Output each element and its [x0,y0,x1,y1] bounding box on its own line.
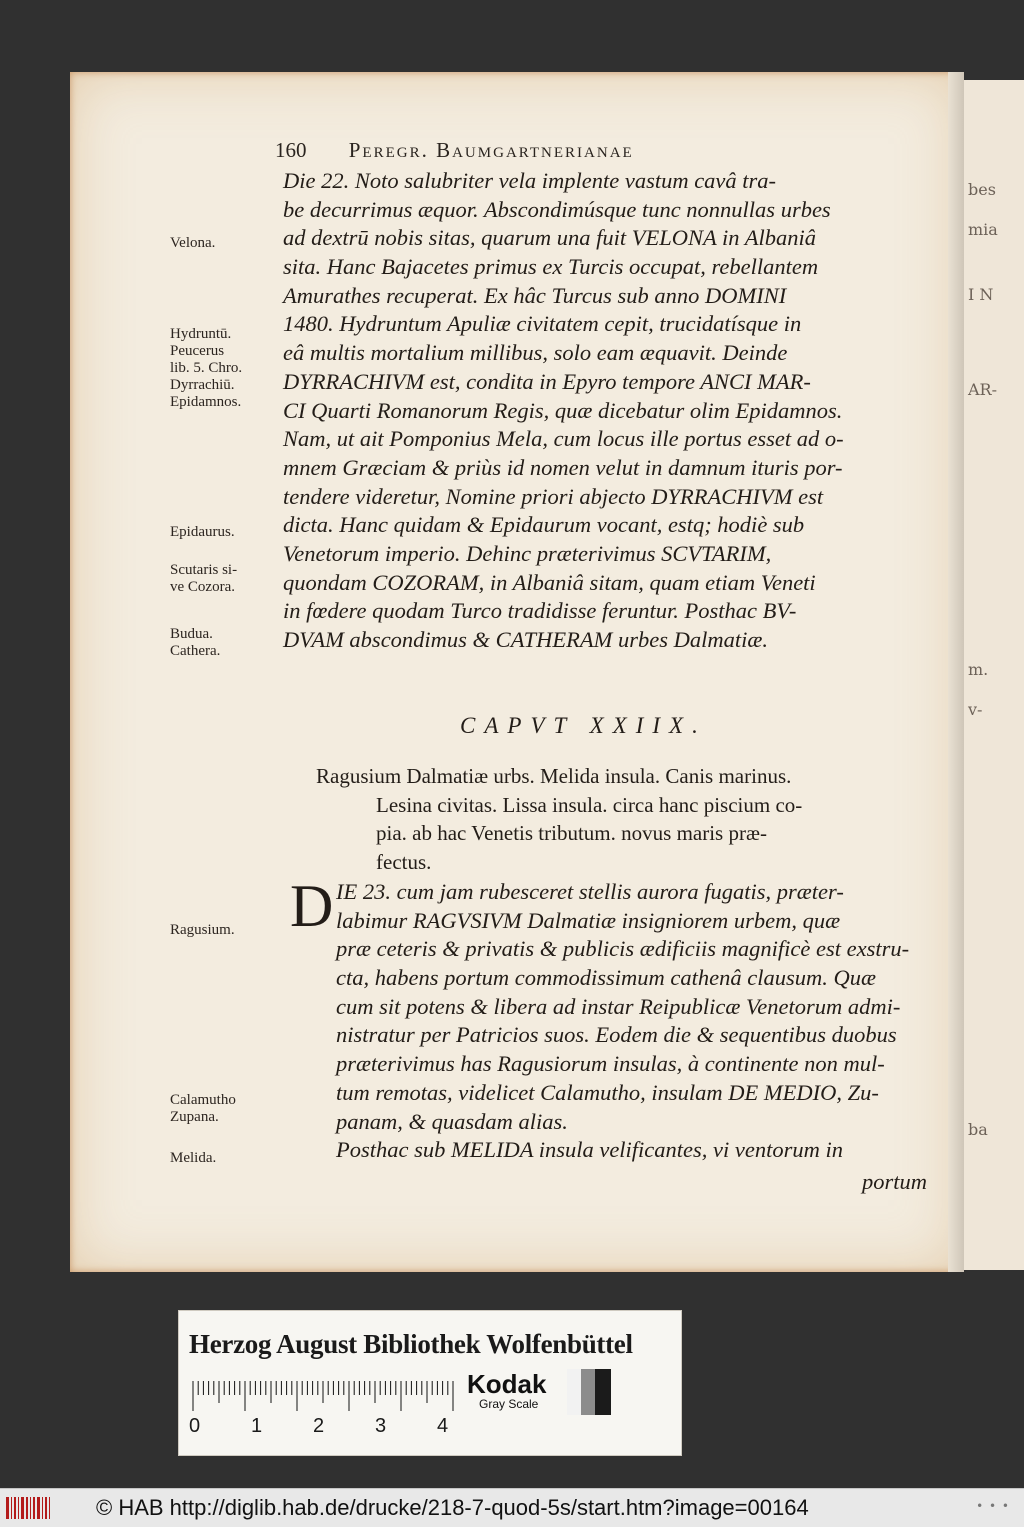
more-icon[interactable]: • • • [976,1499,1010,1513]
margin-note-line: Hydruntū. [170,326,232,342]
facing-page-fragment: AR- [968,380,998,399]
text-line: Die 22. Noto salubriter vela implente vastum cavâ tra- [283,168,777,193]
text-line: cum sit potens & libera ad instar Reipublicæ Venetorum admi- [336,993,901,1019]
margin-note-line: Peucerus [170,343,225,359]
text-line: DVAM abscondimus & CATHERAM urbes Dalmatiæ. [283,627,768,652]
page-number: 160 [275,138,307,162]
facing-page-fragment: bes [968,180,996,199]
summary-line: Ragusium Dalmatiæ urbs. Melida insula. Canis marinus. [316,764,792,788]
margin-note [170,626,220,660]
text-line: be decurrimus æquor. Abscondimúsque tunc nonnullas urbes [283,196,831,222]
text-line: nistratur per Patricios suos. Eodem die & sequentibus duobus [336,1022,897,1048]
hab-logo-icon [6,1495,86,1521]
text-line: DYRRACHIVM est, condita in Epyro tempore ANCI MAR- [283,368,811,394]
body-text-section-1 [283,167,943,655]
margin-note-line: Dyrrachiū. [170,377,235,393]
margin-note [170,1092,236,1126]
text-line: dicta. Hanc quidam & Epidaurum vocant, estq; hodiè sub [283,512,805,538]
body-text-section-2 [336,878,996,1165]
text-line: CI Quarti Romanorum Regis, quæ dicebatur olim Epidamnos. [283,397,843,423]
margin-note-line: Calamutho [170,1092,236,1108]
summary-line: pia. ab hac Venetis tributum. novus maris præ- [376,821,767,845]
ruler-number: 2 [313,1415,325,1437]
text-line: IE 23. cum jam rubesceret stellis aurora fugatis, præter- [336,879,844,904]
hab-logo-bar [45,1497,47,1519]
summary-line: Lesina civitas. Lissa insula. circa hanc piscium co- [376,792,803,817]
margin-note-line: Epidamnos. [170,394,242,410]
margin-note-line: Zupana. [170,1109,219,1125]
running-title: Peregr. Baumgartnerianae [348,138,634,162]
margin-note [170,922,235,939]
summary-line: fectus. [376,849,432,874]
margin-note-line: lib. 5. Chro. [170,360,243,376]
margin-note [170,524,235,541]
facing-page-fragment: m. [968,660,989,679]
gray-scale-label: Gray Scale [479,1397,539,1411]
ruler-number: 4 [437,1415,449,1437]
text-line: ad dextrū nobis sitas, quarum una fuit VELONA in Albaniâ [283,225,816,251]
hab-logo-bar [26,1497,28,1519]
library-title: Herzog August Bibliothek Wolfenbüttel [189,1329,633,1359]
text-line: tum remotas, videlicet Calamutho, insulam DE MEDIO, Zu- [336,1079,879,1105]
text-line: Amurathes recuperat. Ex hâc Turcus sub anno DOMINI [283,282,787,308]
text-line: Venetorum imperio. Dehinc præterivimus SCVTARIM, [283,540,772,566]
footer-bar [0,1488,1024,1527]
ruler-scale [191,1377,461,1425]
hab-logo-bar [18,1497,19,1519]
kodak-logo: Kodak [467,1369,547,1399]
chapter-summary [316,762,936,876]
margin-note-line: Budua. [170,626,213,642]
hab-logo-bar [49,1497,50,1519]
text-line: 1480. Hydruntum Apuliæ civitatem cepit, trucidatísque in [283,311,802,337]
hab-logo-bar [21,1497,24,1519]
margin-note [170,562,237,596]
library-color-stamp [178,1310,682,1456]
text-line: tendere videretur, Nomine priori abjecto DYRRACHIVM est [283,483,824,509]
text-line: cta, habens portum commodissimum cathenâ clausum. Quæ [336,965,876,991]
hab-logo-bar [42,1497,43,1519]
facing-page-fragment: ba [968,1120,988,1139]
margin-note-line: Cathera. [170,643,221,659]
margin-note-line: Epidaurus. [170,524,235,540]
drop-cap-initial: D [290,873,334,939]
chapter-heading: CAPVT XXIIX. [460,713,707,738]
margin-note [170,1150,216,1167]
facing-page-fragment: v- [968,700,983,719]
text-line: Nam, ut ait Pomponius Mela, cum locus ille portus esset ad o- [283,426,844,452]
text-line: panam, & quasdam alias. [336,1108,568,1134]
ruler-number: 1 [251,1415,263,1437]
ruler-number: 0 [189,1415,201,1437]
margin-note-line: Ragusium. [170,922,235,938]
text-line: sita. Hanc Bajacetes primus ex Turcis occupat, rebellantem [283,254,819,280]
hab-logo-bar [6,1497,9,1519]
ruler-number: 3 [375,1415,387,1437]
hab-logo-bar [37,1497,40,1519]
text-line: mnem Græciam & priùs id nomen velut in damnum ituris por- [283,454,843,480]
text-line: eâ multis mortalium millibus, solo eam æquavit. Deinde [283,340,788,366]
hab-logo-bar [14,1497,16,1519]
margin-note-line: ve Cozora. [170,579,235,595]
text-line: præ ceteris & privatis & publicis ædificiis magnificè est exstru- [336,936,910,962]
hab-logo-bar [33,1497,35,1519]
margin-note-line: Melida. [170,1150,217,1166]
copyright-url[interactable]: © HAB http://diglib.hab.de/drucke/218-7-quod-5s/start.htm?image=00164 [96,1495,809,1520]
catchword: portum [862,1169,928,1194]
running-header [275,138,835,163]
margin-note-line: Velona. [170,235,216,251]
hab-logo-bar [30,1497,31,1519]
facing-page-fragment: mia [968,220,998,239]
gray-scale-swatch [567,1369,627,1415]
text-line: in fœdere quodam Turco tradidisse feruntur. Posthac BV- [283,598,797,624]
margin-note [170,235,215,252]
facing-page-fragment: I N [968,285,994,304]
margin-note-line: Scutaris si- [170,562,238,578]
text-line: præterivimus has Ragusiorum insulas, à continente non mul- [336,1051,885,1077]
hab-logo-bar [11,1497,12,1519]
margin-note [170,326,242,411]
text-line: quondam COZORAM, in Albaniâ sitam, quam etiam Veneti [283,569,816,595]
text-line: Posthac sub MELIDA insula velificantes, vi ventorum in [336,1137,844,1163]
text-line: labimur RAGVSIVM Dalmatiæ insigniorem urbem, quæ [336,907,841,933]
